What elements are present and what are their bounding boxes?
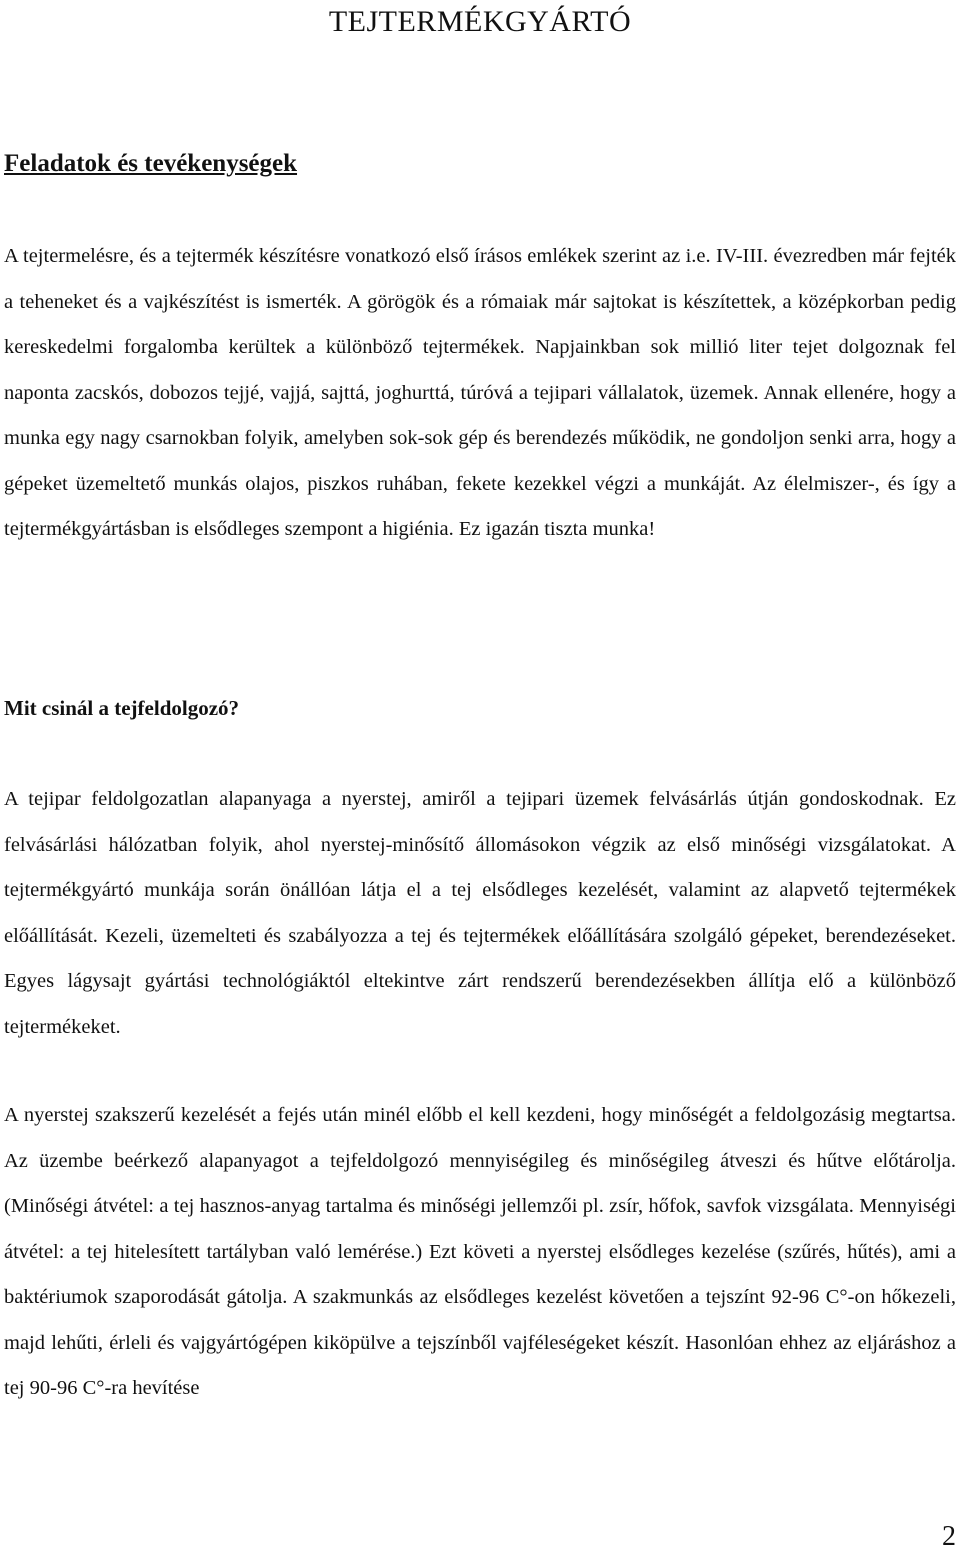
page-number: 2 — [942, 1521, 956, 1552]
paragraph-raw-material: A tejipar feldolgozatlan alapanyaga a nyerstej, amiről a tejipari üzemek felvásárlás útján gondoskodnak. Ez felvásárlási hálózatban folyik, ahol nyerstej-minősítő állomásokon végzik az első minőségi vizsgálatokat. A tejtermékgyártó munkája során önállóan látja el a tej elsődleges kezelését, valamint az alapvető tejtermékek előállítását. Kezeli, üzemelteti és szabályozza a tej és tejtermékek előállítására szolgáló gépeket, berendezéseket. Egyes lágysajt gyártási technológiáktól eltekintve zárt rendszerű berendezésekben állítja elő a különböző tejtermékeket. — [4, 788, 956, 1038]
sub-heading: Mit csinál a tejfeldolgozó? — [4, 696, 240, 720]
section-heading: Feladatok és tevékenységek — [4, 150, 298, 177]
page-title: TEJTERMÉKGYÁRTÓ — [328, 5, 632, 38]
document-page — [4, 0, 956, 1399]
paragraph-processing: A nyerstej szakszerű kezelését a fejés után minél előbb el kell kezdeni, hogy minőségét a feldolgozásig megtartsa. Az üzembe beérkező alapanyagot a tejfeldolgozó mennyiségileg és minőségileg átveszi és hűtve előtárolja. (Minőségi átvétel: a tej hasznos-anyag tartalma és minőségi jellemzői pl. zsír, hőfok, savfok vizsgálata. Mennyiségi átvétel: a tej hitelesített tartályban való lemérése.) Ezt követi a nyerstej elsődleges kezelése (szűrés, hűtés), ami a baktériumok szaporodását gátolja. A szakmunkás az elsődleges kezelést követően a tejszínt 92-96 C°-on hőkezeli, majd lehűti, érleli és vajgyártógépen kiköpülve a tejszínből vajféleségeket készít. Hasonlóan ehhez az eljáráshoz a tej 90-96 C°-ra hevítése — [4, 1104, 956, 1399]
paragraph-history: A tejtermelésre, és a tejtermék készítésre vonatkozó első írásos emlékek szerint az i.e. IV-III. évezredben már fejték a teheneket és a vajkészítést is ismerték. A görögök és a rómaiak már sajtokat is készítettek, a középkorban pedig kereskedelmi forgalomba kerültek a különböző tejtermékek. Napjainkban sok millió liter tejet dolgoznak fel naponta zacskós, dobozos tejjé, vajjá, sajttá, joghurttá, túróvá a tejipari vállalatok, üzemek. Annak ellenére, hogy a munka egy nagy csarnokban folyik, amelyben sok-sok gép és berendezés működik, ne gondoljon senki arra, hogy a gépeket üzemeltető munkás olajos, piszkos ruhában, fekete kezekkel végzi a munkáját. Az élelmiszer-, és így a tejtermékgyártásban is elsődleges szempont a higiénia. Ez igazán tiszta munka! — [4, 245, 956, 540]
